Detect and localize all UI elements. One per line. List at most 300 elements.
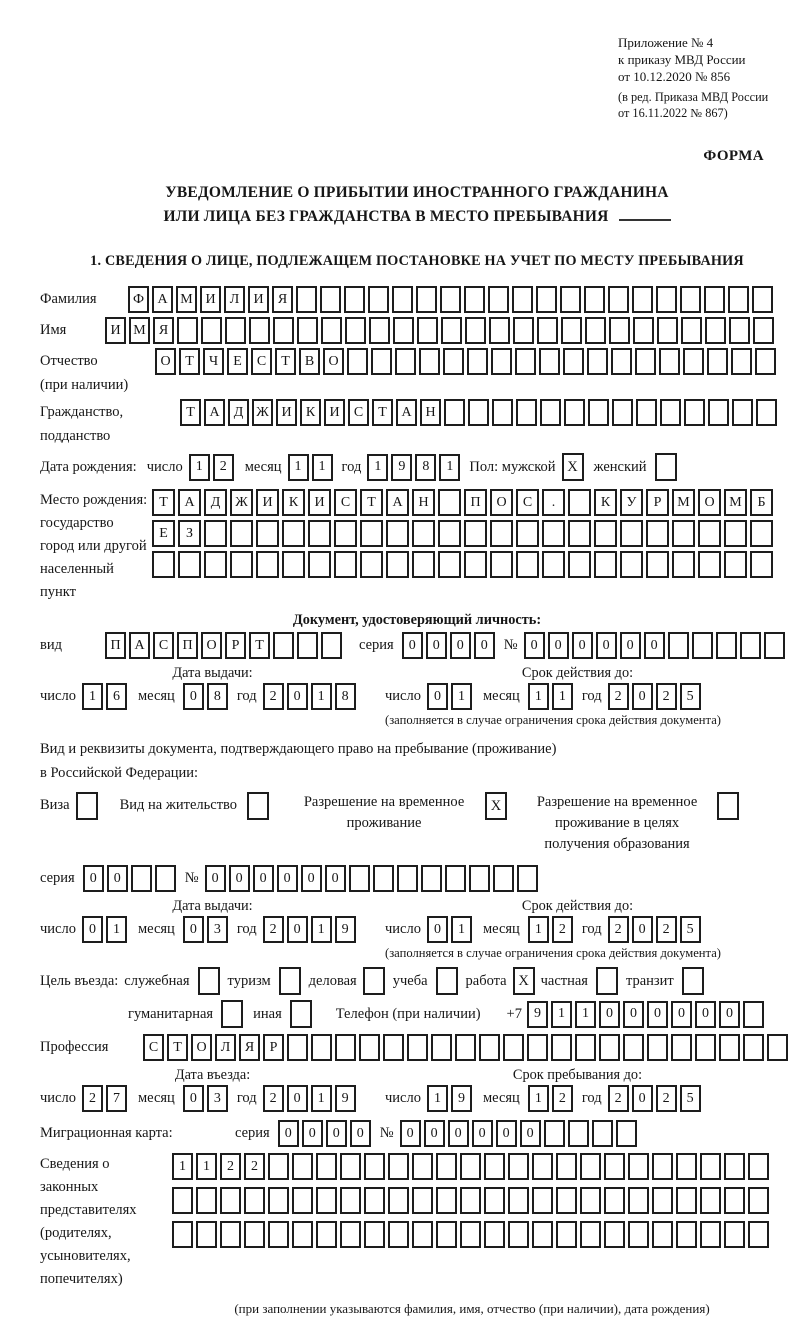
char-cell[interactable]	[412, 520, 435, 547]
char-cell[interactable]: О	[191, 1034, 212, 1061]
char-cell[interactable]: Е	[152, 520, 175, 547]
char-cell[interactable]	[695, 1034, 716, 1061]
char-cell[interactable]: 1	[172, 1153, 193, 1180]
char-cell[interactable]: И	[276, 399, 297, 426]
char-cell[interactable]: 1	[552, 683, 573, 710]
char-cell[interactable]	[360, 551, 383, 578]
char-cell[interactable]	[568, 551, 591, 578]
char-cell[interactable]	[282, 520, 305, 547]
char-cell[interactable]: 1	[427, 1085, 448, 1112]
char-cell[interactable]: 0	[278, 1120, 299, 1147]
char-cell[interactable]	[594, 520, 617, 547]
char-cell[interactable]	[716, 632, 737, 659]
edu-permit-checkbox[interactable]	[717, 792, 739, 820]
char-cell[interactable]: 0	[632, 1085, 653, 1112]
visa-checkbox[interactable]	[76, 792, 98, 820]
char-cell[interactable]: 1	[367, 454, 388, 481]
char-cell[interactable]: 0	[599, 1001, 620, 1028]
char-cell[interactable]	[386, 551, 409, 578]
char-cell[interactable]: О	[698, 489, 721, 516]
char-cell[interactable]: 0	[671, 1001, 692, 1028]
char-cell[interactable]	[297, 317, 318, 344]
char-cell[interactable]	[438, 489, 461, 516]
char-cell[interactable]: А	[204, 399, 225, 426]
char-cell[interactable]: 1	[439, 454, 460, 481]
char-cell[interactable]	[584, 286, 605, 313]
char-cell[interactable]: 2	[608, 1085, 629, 1112]
char-cell[interactable]	[705, 317, 726, 344]
char-cell[interactable]	[704, 286, 725, 313]
char-cell[interactable]	[608, 286, 629, 313]
char-cell[interactable]	[532, 1221, 553, 1248]
char-cell[interactable]	[373, 865, 394, 892]
char-cell[interactable]: 9	[527, 1001, 548, 1028]
char-cell[interactable]	[532, 1187, 553, 1214]
char-cell[interactable]: 1	[312, 454, 333, 481]
char-cell[interactable]: А	[386, 489, 409, 516]
char-cell[interactable]: 2	[244, 1153, 265, 1180]
char-cell[interactable]	[364, 1187, 385, 1214]
char-cell[interactable]: К	[300, 399, 321, 426]
char-cell[interactable]: 0	[572, 632, 593, 659]
char-cell[interactable]	[364, 1221, 385, 1248]
char-cell[interactable]	[748, 1187, 769, 1214]
char-cell[interactable]	[178, 551, 201, 578]
char-cell[interactable]	[647, 1034, 668, 1061]
char-cell[interactable]	[393, 317, 414, 344]
purpose-humanitarian-checkbox[interactable]	[221, 1000, 243, 1028]
char-cell[interactable]: 2	[82, 1085, 103, 1112]
char-cell[interactable]	[659, 348, 680, 375]
char-cell[interactable]: 2	[213, 454, 234, 481]
char-cell[interactable]: Т	[249, 632, 270, 659]
char-cell[interactable]: 9	[451, 1085, 472, 1112]
char-cell[interactable]	[724, 551, 747, 578]
char-cell[interactable]	[743, 1034, 764, 1061]
char-cell[interactable]: О	[490, 489, 513, 516]
char-cell[interactable]	[620, 520, 643, 547]
char-cell[interactable]	[635, 348, 656, 375]
char-cell[interactable]: 0	[472, 1120, 493, 1147]
char-cell[interactable]	[684, 399, 705, 426]
char-cell[interactable]: М	[724, 489, 747, 516]
purpose-tourism-checkbox[interactable]	[279, 967, 301, 995]
char-cell[interactable]	[628, 1187, 649, 1214]
char-cell[interactable]: 1	[82, 683, 103, 710]
char-cell[interactable]: 0	[520, 1120, 541, 1147]
char-cell[interactable]	[152, 551, 175, 578]
char-cell[interactable]: 0	[632, 683, 653, 710]
char-cell[interactable]	[464, 520, 487, 547]
char-cell[interactable]	[296, 286, 317, 313]
char-cell[interactable]: 0	[644, 632, 665, 659]
char-cell[interactable]	[344, 286, 365, 313]
char-cell[interactable]: Т	[360, 489, 383, 516]
char-cell[interactable]	[220, 1187, 241, 1214]
char-cell[interactable]: 2	[608, 683, 629, 710]
char-cell[interactable]	[743, 1001, 764, 1028]
char-cell[interactable]: Я	[153, 317, 174, 344]
char-cell[interactable]	[616, 1120, 637, 1147]
char-cell[interactable]: Ж	[252, 399, 273, 426]
char-cell[interactable]	[460, 1187, 481, 1214]
char-cell[interactable]	[755, 348, 776, 375]
char-cell[interactable]: 0	[229, 865, 250, 892]
char-cell[interactable]	[311, 1034, 332, 1061]
char-cell[interactable]: П	[464, 489, 487, 516]
char-cell[interactable]: А	[396, 399, 417, 426]
char-cell[interactable]: 0	[647, 1001, 668, 1028]
char-cell[interactable]: 1	[528, 683, 549, 710]
char-cell[interactable]: 0	[205, 865, 226, 892]
char-cell[interactable]	[628, 1221, 649, 1248]
char-cell[interactable]: Е	[227, 348, 248, 375]
char-cell[interactable]	[467, 348, 488, 375]
char-cell[interactable]	[692, 632, 713, 659]
char-cell[interactable]	[292, 1187, 313, 1214]
char-cell[interactable]	[412, 1221, 433, 1248]
char-cell[interactable]: А	[178, 489, 201, 516]
char-cell[interactable]: 3	[207, 1085, 228, 1112]
char-cell[interactable]	[468, 399, 489, 426]
char-cell[interactable]: 0	[623, 1001, 644, 1028]
char-cell[interactable]: 1	[451, 916, 472, 943]
char-cell[interactable]	[490, 551, 513, 578]
char-cell[interactable]	[460, 1221, 481, 1248]
char-cell[interactable]	[347, 348, 368, 375]
char-cell[interactable]: 0	[424, 1120, 445, 1147]
char-cell[interactable]	[676, 1187, 697, 1214]
char-cell[interactable]: 8	[335, 683, 356, 710]
char-cell[interactable]: 1	[528, 916, 549, 943]
char-cell[interactable]	[756, 399, 777, 426]
char-cell[interactable]	[656, 286, 677, 313]
char-cell[interactable]: Ж	[230, 489, 253, 516]
char-cell[interactable]	[542, 551, 565, 578]
char-cell[interactable]	[683, 348, 704, 375]
char-cell[interactable]	[657, 317, 678, 344]
char-cell[interactable]	[287, 1034, 308, 1061]
char-cell[interactable]	[646, 520, 669, 547]
char-cell[interactable]: 0	[632, 916, 653, 943]
char-cell[interactable]	[752, 286, 773, 313]
char-cell[interactable]: 9	[335, 916, 356, 943]
char-cell[interactable]: 5	[680, 916, 701, 943]
char-cell[interactable]: М	[176, 286, 197, 313]
char-cell[interactable]	[588, 399, 609, 426]
char-cell[interactable]	[503, 1034, 524, 1061]
char-cell[interactable]	[388, 1153, 409, 1180]
char-cell[interactable]: Т	[372, 399, 393, 426]
char-cell[interactable]	[604, 1221, 625, 1248]
char-cell[interactable]	[484, 1221, 505, 1248]
char-cell[interactable]	[724, 520, 747, 547]
char-cell[interactable]: Т	[167, 1034, 188, 1061]
char-cell[interactable]	[340, 1153, 361, 1180]
char-cell[interactable]	[632, 286, 653, 313]
char-cell[interactable]: 2	[263, 1085, 284, 1112]
char-cell[interactable]: .	[542, 489, 565, 516]
char-cell[interactable]	[544, 1120, 565, 1147]
char-cell[interactable]: 0	[496, 1120, 517, 1147]
char-cell[interactable]	[345, 317, 366, 344]
char-cell[interactable]: 2	[656, 683, 677, 710]
char-cell[interactable]	[698, 551, 721, 578]
char-cell[interactable]: И	[105, 317, 126, 344]
char-cell[interactable]: О	[155, 348, 176, 375]
char-cell[interactable]: 0	[287, 683, 308, 710]
char-cell[interactable]	[680, 286, 701, 313]
char-cell[interactable]	[490, 520, 513, 547]
char-cell[interactable]	[316, 1187, 337, 1214]
char-cell[interactable]	[412, 1187, 433, 1214]
char-cell[interactable]	[320, 286, 341, 313]
char-cell[interactable]: А	[129, 632, 150, 659]
char-cell[interactable]	[568, 489, 591, 516]
char-cell[interactable]	[388, 1187, 409, 1214]
char-cell[interactable]: Т	[152, 489, 175, 516]
residence-checkbox[interactable]	[247, 792, 269, 820]
char-cell[interactable]: О	[201, 632, 222, 659]
char-cell[interactable]	[646, 551, 669, 578]
char-cell[interactable]	[556, 1187, 577, 1214]
char-cell[interactable]: 0	[326, 1120, 347, 1147]
char-cell[interactable]	[652, 1221, 673, 1248]
char-cell[interactable]: 1	[311, 916, 332, 943]
char-cell[interactable]	[460, 1153, 481, 1180]
char-cell[interactable]: Р	[646, 489, 669, 516]
char-cell[interactable]	[748, 1221, 769, 1248]
char-cell[interactable]	[517, 865, 538, 892]
char-cell[interactable]: 7	[106, 1085, 127, 1112]
char-cell[interactable]	[652, 1153, 673, 1180]
char-cell[interactable]: 0	[719, 1001, 740, 1028]
char-cell[interactable]: 1	[451, 683, 472, 710]
char-cell[interactable]	[484, 1187, 505, 1214]
char-cell[interactable]	[620, 551, 643, 578]
char-cell[interactable]: И	[248, 286, 269, 313]
char-cell[interactable]	[628, 1153, 649, 1180]
char-cell[interactable]: У	[620, 489, 643, 516]
char-cell[interactable]: 0	[301, 865, 322, 892]
char-cell[interactable]: Л	[215, 1034, 236, 1061]
char-cell[interactable]	[249, 317, 270, 344]
char-cell[interactable]: 2	[220, 1153, 241, 1180]
char-cell[interactable]	[419, 348, 440, 375]
char-cell[interactable]	[335, 1034, 356, 1061]
char-cell[interactable]	[436, 1221, 457, 1248]
char-cell[interactable]	[493, 865, 514, 892]
char-cell[interactable]	[676, 1221, 697, 1248]
char-cell[interactable]	[537, 317, 558, 344]
char-cell[interactable]	[700, 1187, 721, 1214]
char-cell[interactable]: 0	[474, 632, 495, 659]
char-cell[interactable]	[359, 1034, 380, 1061]
char-cell[interactable]: О	[323, 348, 344, 375]
char-cell[interactable]: 1	[311, 683, 332, 710]
char-cell[interactable]: 2	[552, 916, 573, 943]
purpose-other-checkbox[interactable]	[290, 1000, 312, 1028]
char-cell[interactable]	[465, 317, 486, 344]
char-cell[interactable]	[512, 286, 533, 313]
char-cell[interactable]	[563, 348, 584, 375]
char-cell[interactable]	[371, 348, 392, 375]
temp-permit-checkbox[interactable]: X	[485, 792, 507, 820]
char-cell[interactable]	[724, 1221, 745, 1248]
char-cell[interactable]: 1	[551, 1001, 572, 1028]
char-cell[interactable]	[580, 1221, 601, 1248]
char-cell[interactable]: К	[282, 489, 305, 516]
char-cell[interactable]	[321, 317, 342, 344]
char-cell[interactable]	[508, 1187, 529, 1214]
char-cell[interactable]	[580, 1153, 601, 1180]
char-cell[interactable]: 0	[83, 865, 104, 892]
char-cell[interactable]	[196, 1221, 217, 1248]
char-cell[interactable]	[364, 1153, 385, 1180]
char-cell[interactable]	[431, 1034, 452, 1061]
char-cell[interactable]: 0	[596, 632, 617, 659]
char-cell[interactable]	[334, 551, 357, 578]
char-cell[interactable]: Н	[420, 399, 441, 426]
char-cell[interactable]	[464, 286, 485, 313]
purpose-work-checkbox[interactable]: X	[513, 967, 535, 995]
char-cell[interactable]: 8	[207, 683, 228, 710]
char-cell[interactable]	[732, 399, 753, 426]
char-cell[interactable]: 1	[288, 454, 309, 481]
char-cell[interactable]	[724, 1153, 745, 1180]
char-cell[interactable]	[273, 632, 294, 659]
char-cell[interactable]	[633, 317, 654, 344]
char-cell[interactable]: С	[143, 1034, 164, 1061]
char-cell[interactable]: Д	[228, 399, 249, 426]
char-cell[interactable]: Р	[263, 1034, 284, 1061]
char-cell[interactable]	[386, 520, 409, 547]
char-cell[interactable]	[273, 317, 294, 344]
char-cell[interactable]: 1	[311, 1085, 332, 1112]
char-cell[interactable]	[172, 1187, 193, 1214]
char-cell[interactable]	[698, 520, 721, 547]
char-cell[interactable]	[407, 1034, 428, 1061]
char-cell[interactable]	[131, 865, 152, 892]
char-cell[interactable]: 2	[263, 916, 284, 943]
char-cell[interactable]	[441, 317, 462, 344]
char-cell[interactable]	[609, 317, 630, 344]
char-cell[interactable]	[297, 632, 318, 659]
char-cell[interactable]	[556, 1221, 577, 1248]
char-cell[interactable]: 0	[82, 916, 103, 943]
char-cell[interactable]: 0	[450, 632, 471, 659]
char-cell[interactable]	[580, 1187, 601, 1214]
char-cell[interactable]: 0	[400, 1120, 421, 1147]
char-cell[interactable]	[740, 632, 761, 659]
char-cell[interactable]	[753, 317, 774, 344]
char-cell[interactable]	[513, 317, 534, 344]
char-cell[interactable]	[731, 348, 752, 375]
char-cell[interactable]	[623, 1034, 644, 1061]
char-cell[interactable]	[612, 399, 633, 426]
char-cell[interactable]	[321, 632, 342, 659]
char-cell[interactable]: 0	[287, 916, 308, 943]
char-cell[interactable]: Т	[180, 399, 201, 426]
char-cell[interactable]: 0	[277, 865, 298, 892]
char-cell[interactable]: 0	[620, 632, 641, 659]
char-cell[interactable]: 1	[106, 916, 127, 943]
char-cell[interactable]	[316, 1153, 337, 1180]
char-cell[interactable]	[479, 1034, 500, 1061]
char-cell[interactable]	[707, 348, 728, 375]
char-cell[interactable]: И	[256, 489, 279, 516]
char-cell[interactable]: 0	[548, 632, 569, 659]
char-cell[interactable]: 0	[183, 683, 204, 710]
char-cell[interactable]	[587, 348, 608, 375]
char-cell[interactable]	[443, 348, 464, 375]
char-cell[interactable]	[489, 317, 510, 344]
char-cell[interactable]: С	[334, 489, 357, 516]
char-cell[interactable]: 2	[608, 916, 629, 943]
purpose-private-checkbox[interactable]	[596, 967, 618, 995]
char-cell[interactable]	[155, 865, 176, 892]
char-cell[interactable]	[652, 1187, 673, 1214]
char-cell[interactable]	[527, 1034, 548, 1061]
char-cell[interactable]: 0	[427, 683, 448, 710]
char-cell[interactable]	[564, 399, 585, 426]
char-cell[interactable]	[594, 551, 617, 578]
char-cell[interactable]: 0	[107, 865, 128, 892]
char-cell[interactable]: 0	[253, 865, 274, 892]
char-cell[interactable]	[464, 551, 487, 578]
char-cell[interactable]	[201, 317, 222, 344]
char-cell[interactable]	[204, 551, 227, 578]
char-cell[interactable]	[484, 1153, 505, 1180]
char-cell[interactable]	[292, 1153, 313, 1180]
char-cell[interactable]: Р	[225, 632, 246, 659]
char-cell[interactable]: 0	[427, 916, 448, 943]
char-cell[interactable]	[516, 520, 539, 547]
char-cell[interactable]: Д	[204, 489, 227, 516]
char-cell[interactable]	[349, 865, 370, 892]
char-cell[interactable]: С	[348, 399, 369, 426]
char-cell[interactable]: С	[153, 632, 174, 659]
char-cell[interactable]	[417, 317, 438, 344]
char-cell[interactable]: 0	[524, 632, 545, 659]
char-cell[interactable]	[729, 317, 750, 344]
char-cell[interactable]	[750, 551, 773, 578]
char-cell[interactable]: Ф	[128, 286, 149, 313]
char-cell[interactable]: М	[129, 317, 150, 344]
char-cell[interactable]	[492, 399, 513, 426]
char-cell[interactable]: 1	[528, 1085, 549, 1112]
char-cell[interactable]	[540, 399, 561, 426]
char-cell[interactable]: 2	[263, 683, 284, 710]
char-cell[interactable]	[230, 551, 253, 578]
char-cell[interactable]: Т	[275, 348, 296, 375]
char-cell[interactable]: 2	[656, 916, 677, 943]
char-cell[interactable]	[268, 1153, 289, 1180]
char-cell[interactable]	[436, 1187, 457, 1214]
char-cell[interactable]: Ч	[203, 348, 224, 375]
char-cell[interactable]	[196, 1187, 217, 1214]
char-cell[interactable]	[172, 1221, 193, 1248]
char-cell[interactable]	[748, 1153, 769, 1180]
char-cell[interactable]: К	[594, 489, 617, 516]
char-cell[interactable]	[488, 286, 509, 313]
char-cell[interactable]: М	[672, 489, 695, 516]
char-cell[interactable]	[592, 1120, 613, 1147]
char-cell[interactable]	[230, 520, 253, 547]
char-cell[interactable]: 0	[183, 916, 204, 943]
char-cell[interactable]	[397, 865, 418, 892]
char-cell[interactable]: 9	[391, 454, 412, 481]
